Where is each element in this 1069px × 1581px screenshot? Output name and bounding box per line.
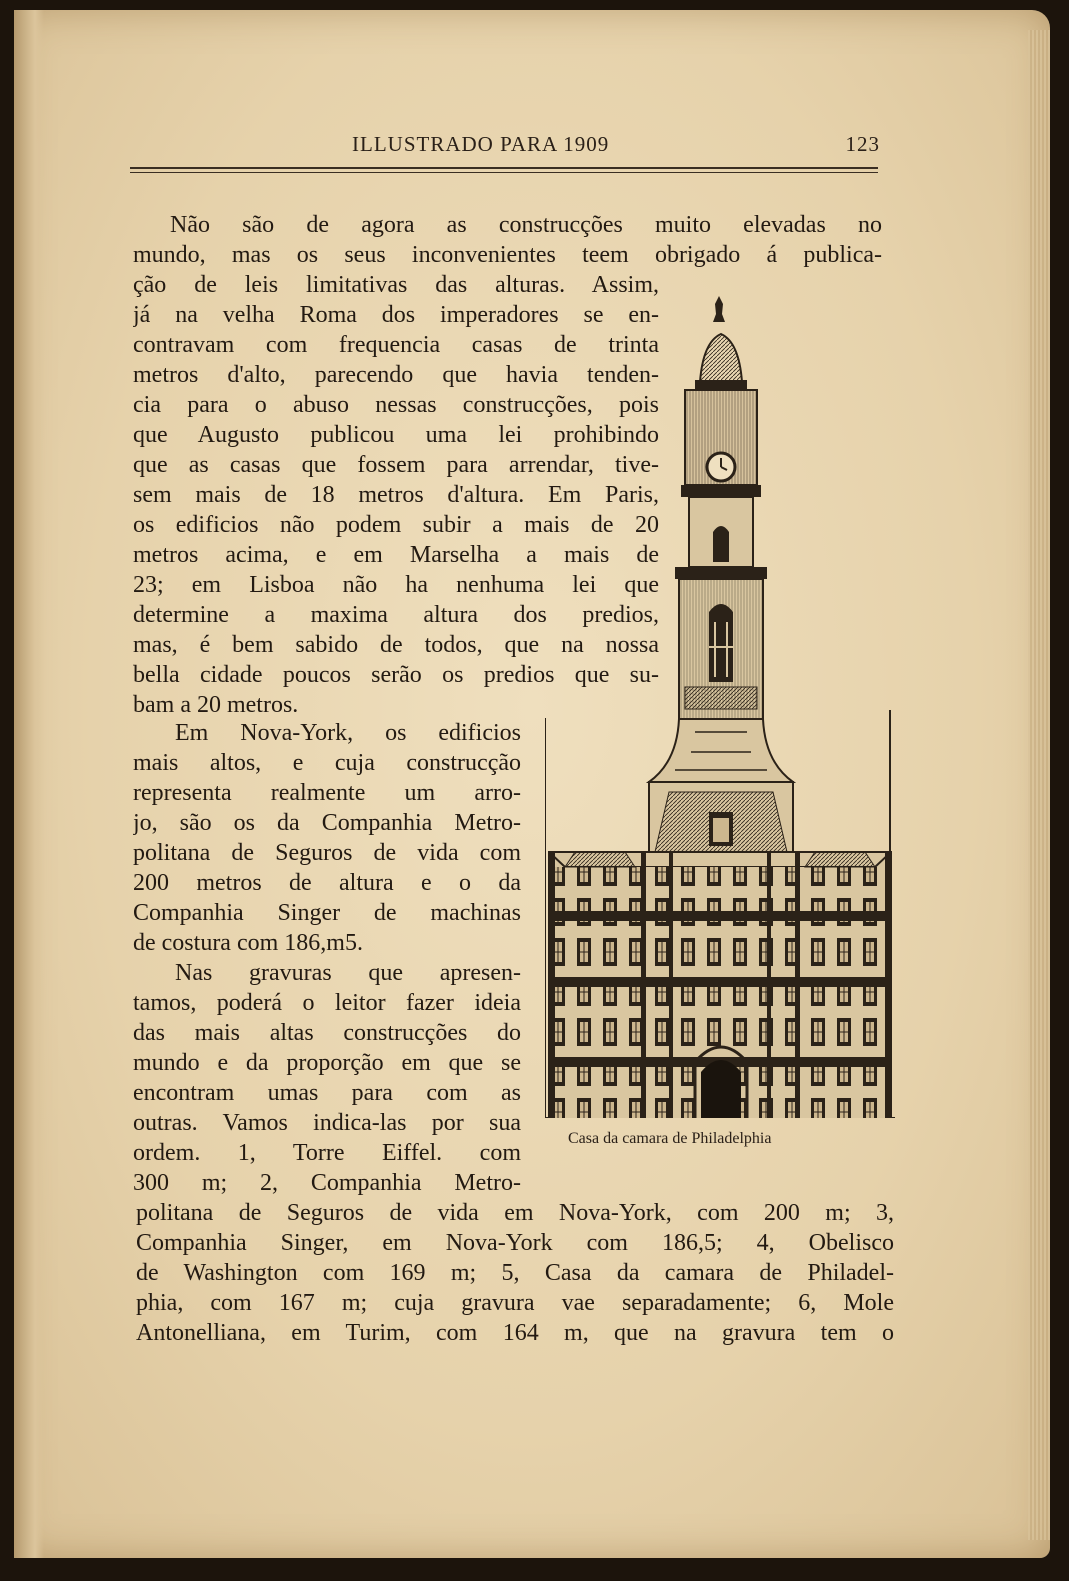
- text-line: phia, com 167 m; cuja gravura vae separadamente; 6, Mole: [136, 1290, 894, 1316]
- text-line: metros d'alto, parecendo que havia tenden-: [133, 362, 659, 388]
- text-line: já na velha Roma dos imperadores se en-: [133, 302, 659, 328]
- text-line: cia para o abuso nessas construcções, pois: [133, 392, 659, 418]
- text-line: Não são de agora as construcções muito elevadas no: [170, 212, 882, 238]
- page-number: 123: [845, 132, 880, 156]
- text-line: determine a maxima altura dos predios,: [133, 602, 659, 628]
- text-line: outras. Vamos indica-las por sua: [133, 1110, 521, 1136]
- figure-caption: Casa da camara de Philadelphia: [568, 1130, 772, 1147]
- text-line: Companhia Singer, em Nova-York com 186,5; 4, Obelisco: [136, 1230, 894, 1256]
- text-line: bam a 20 metros.: [133, 692, 299, 718]
- text-line: 200 metros de altura e o da: [133, 870, 521, 896]
- text-line: representa realmente um arro-: [133, 780, 521, 806]
- text-line: de costura com 186,m5.: [133, 930, 363, 956]
- text-line: metros acima, e em Marselha a mais de: [133, 542, 659, 568]
- text-line: Nas gravuras que apresen-: [175, 960, 521, 986]
- text-line: que Augusto publicou uma lei prohibindo: [133, 422, 659, 448]
- text-line: mais altos, e cuja construcção: [133, 750, 521, 776]
- text-line: bella cidade poucos serão os predios que su-: [133, 662, 659, 688]
- text-line: politana de Seguros de vida com: [133, 840, 521, 866]
- text-line: jo, são os da Companhia Metro-: [133, 810, 521, 836]
- text-line: que as casas que fossem para arrendar, tive-: [133, 452, 659, 478]
- text-line: Companhia Singer de machinas: [133, 900, 521, 926]
- text-line: os edificios não podem subir a mais de 20: [133, 512, 659, 538]
- city-hall-engraving-icon: [545, 292, 895, 1118]
- book-spine: [14, 10, 44, 1558]
- header-rule: [130, 167, 878, 169]
- text-line: das mais altas construcções do: [133, 1020, 521, 1046]
- text-line: politana de Seguros de vida em Nova-York, com 200 m; 3,: [136, 1200, 894, 1226]
- text-line: Antonelliana, em Turim, com 164 m, que na gravura tem o: [136, 1320, 894, 1346]
- text-line: contravam com frequencia casas de trinta: [133, 332, 659, 358]
- text-line: 23; em Lisboa não ha nenhuma lei que: [133, 572, 659, 598]
- text-line: mundo e da proporção em que se: [133, 1050, 521, 1076]
- text-line: mundo, mas os seus inconvenientes teem obrigado á publica-: [133, 242, 882, 268]
- text-line: Em Nova-York, os edificios: [175, 720, 521, 746]
- text-line: ordem. 1, Torre Eiffel. com: [133, 1140, 521, 1166]
- header-title: ILLUSTRADO PARA 1909: [352, 132, 610, 156]
- text-line: de Washington com 169 m; 5, Casa da camara de Philadel-: [136, 1260, 894, 1286]
- text-line: ção de leis limitativas das alturas. Assim,: [133, 272, 659, 298]
- text-line: sem mais de 18 metros d'altura. Em Paris,: [133, 482, 659, 508]
- text-line: encontram umas para com as: [133, 1080, 521, 1106]
- text-line: 300 m; 2, Companhia Metro-: [133, 1170, 521, 1196]
- text-line: tamos, poderá o leitor fazer ideia: [133, 990, 521, 1016]
- header-rule-thin: [130, 172, 878, 173]
- page-edges: [1028, 30, 1050, 1540]
- text-line: mas, é bem sabido de todos, que na nossa: [133, 632, 659, 658]
